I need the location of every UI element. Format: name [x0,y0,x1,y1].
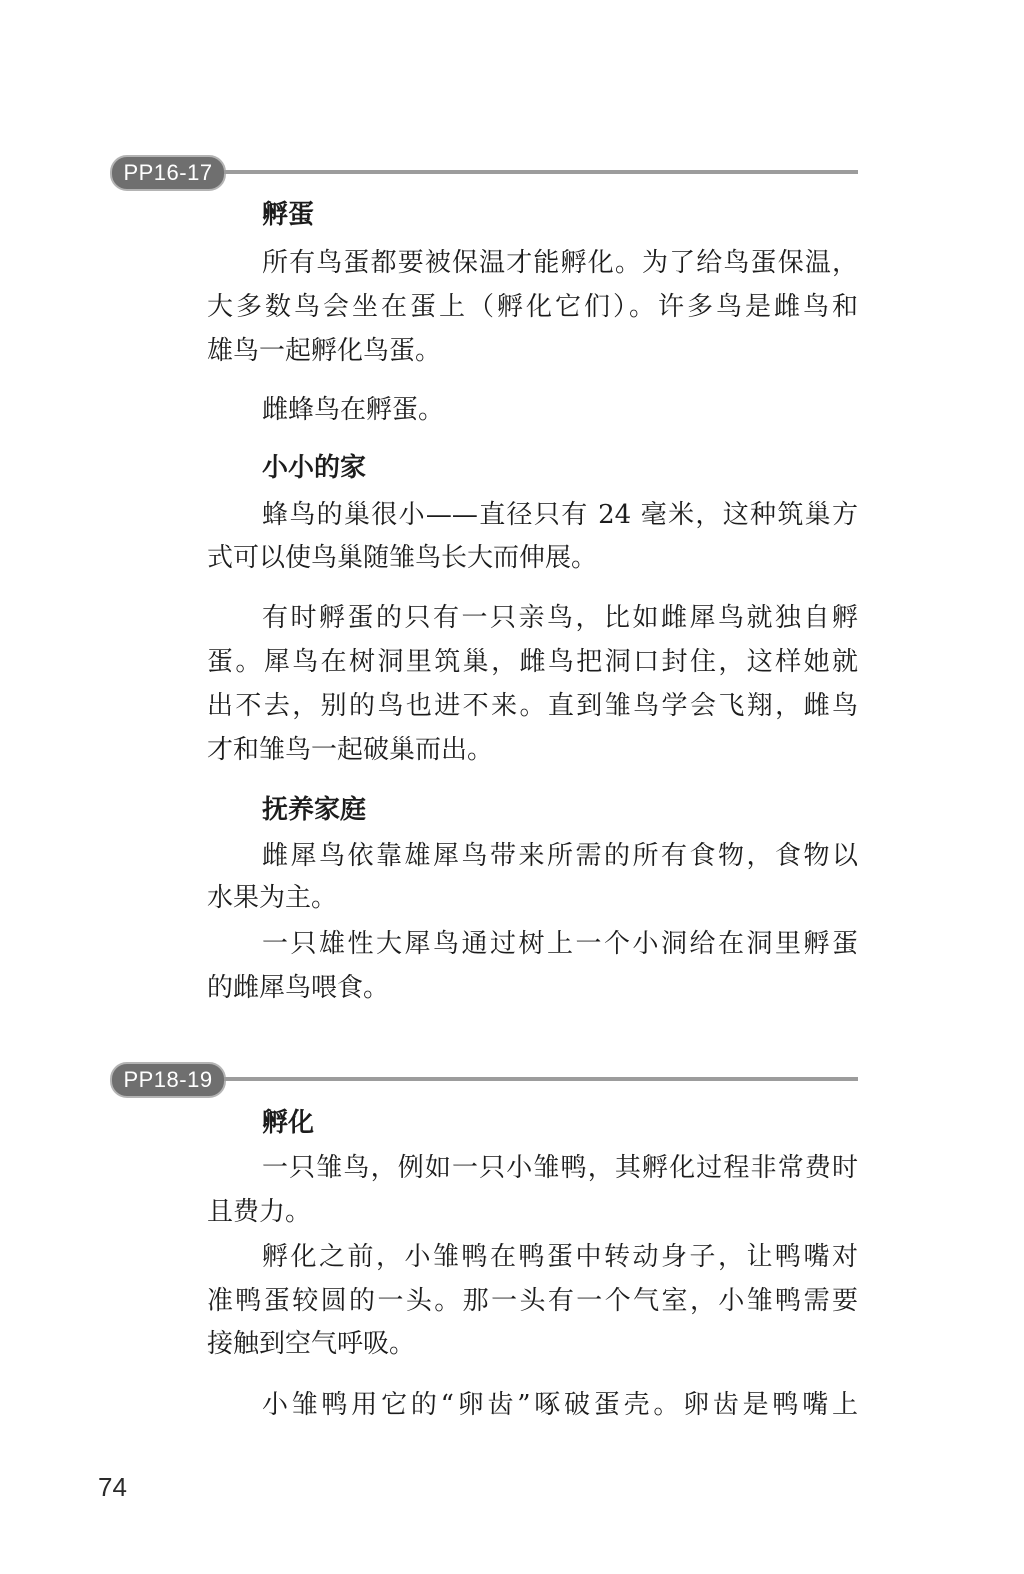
paragraph-line: 大多数鸟会坐在蛋上（孵化它们）。许多鸟是雌鸟和 [207,292,858,322]
paragraph-line: 孵化之前，小雏鸭在鸭蛋中转动身子，让鸭嘴对 [262,1242,858,1272]
paragraph-line: 才和雏鸟一起破巢而出。 [207,735,494,765]
paragraph-line: 雌犀鸟依靠雄犀鸟带来所需的所有食物，食物以 [262,841,858,871]
heading-little-home: 小小的家 [262,453,367,483]
paragraph-line: 所有鸟蛋都要被保温才能孵化。为了给鸟蛋保温， [262,248,858,278]
section-tag-pp16-17: PP16-17 [110,155,226,191]
paragraph-line: 水果为主。 [207,883,338,913]
paragraph-line: 且费力。 [207,1197,312,1227]
section-divider-line [224,170,858,174]
paragraph-line: 的雌犀鸟喂食。 [207,973,390,1003]
section-tag-pp18-19: PP18-19 [110,1062,226,1098]
heading-hatching: 孵化 [262,1108,315,1138]
paragraph-line: 有时孵蛋的只有一只亲鸟，比如雌犀鸟就独自孵 [262,603,858,633]
section-divider-line [224,1077,858,1081]
heading-hatching-eggs: 孵蛋 [262,200,315,230]
paragraph-line: 出不去，别的鸟也进不来。直到雏鸟学会飞翔，雌鸟 [207,691,858,721]
paragraph-line: 准鸭蛋较圆的一头。那一头有一个气室，小雏鸭需要 [207,1286,858,1316]
paragraph-line: 接触到空气呼吸。 [207,1329,416,1359]
paragraph-line: 式可以使鸟巢随雏鸟长大而伸展。 [207,543,598,573]
paragraph-line: 雄鸟一起孵化鸟蛋。 [207,336,442,366]
paragraph-line: 蜂鸟的巢很小——直径只有 24 毫米，这种筑巢方 [262,500,858,530]
caption-line: 雌蜂鸟在孵蛋。 [262,395,445,425]
heading-raising-family: 抚养家庭 [262,795,367,825]
paragraph-line: 蛋。犀鸟在树洞里筑巢，雌鸟把洞口封住，这样她就 [207,647,858,677]
paragraph-line: 小雏鸭用它的“卵齿”啄破蛋壳。卵齿是鸭嘴上 [262,1390,858,1420]
paragraph-line: 一只雏鸟，例如一只小雏鸭，其孵化过程非常费时 [262,1153,858,1183]
paragraph-line: 一只雄性大犀鸟通过树上一个小洞给在洞里孵蛋 [262,929,858,959]
page-number: 74 [98,1472,127,1502]
